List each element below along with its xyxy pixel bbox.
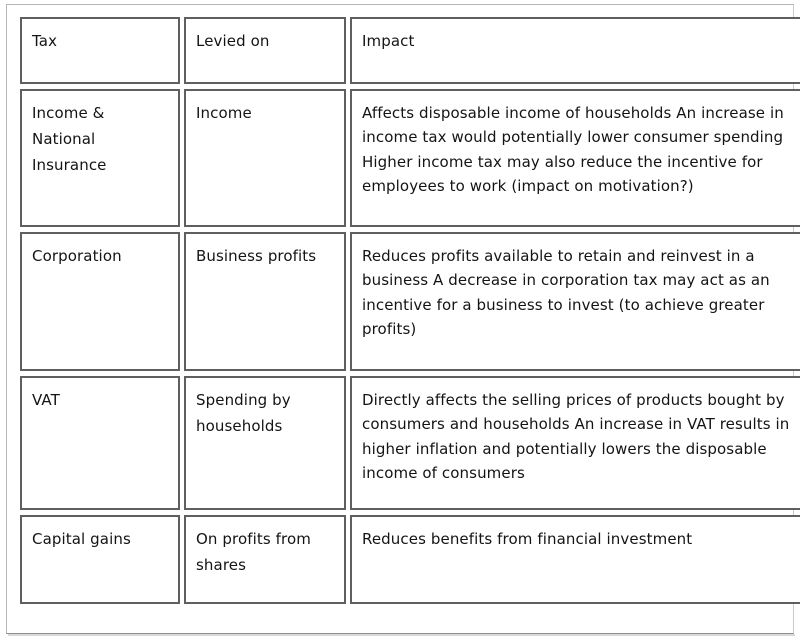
tax-name-text: Income & National Insurance bbox=[32, 104, 107, 174]
levied-on-text: Income bbox=[196, 104, 252, 122]
table-row bbox=[20, 515, 800, 604]
table-header-row bbox=[20, 17, 800, 84]
impact-text: Reduces profits available to retain and reinvest in a business A decrease in corporation tax may act as an incentive for a business to invest (to achieve greater profits) bbox=[362, 247, 770, 338]
cell-levied-on bbox=[184, 89, 346, 227]
column-header-impact bbox=[350, 17, 800, 84]
levied-on-text: On profits from shares bbox=[196, 530, 311, 574]
cell-levied-on bbox=[184, 376, 346, 510]
table-row bbox=[20, 376, 800, 510]
cell-tax-name bbox=[20, 232, 180, 371]
cell-levied-on bbox=[184, 232, 346, 371]
cell-tax-name bbox=[20, 89, 180, 227]
column-header-impact-label: Impact bbox=[362, 32, 415, 50]
cell-impact bbox=[350, 515, 800, 604]
cell-tax-name bbox=[20, 515, 180, 604]
table-outer-frame bbox=[6, 4, 794, 634]
tax-impact-table bbox=[16, 12, 800, 609]
tax-name-text: Corporation bbox=[32, 247, 122, 265]
cell-tax-name bbox=[20, 376, 180, 510]
cell-impact bbox=[350, 89, 800, 227]
impact-text: Directly affects the selling prices of products bought by consumers and households An increase in VAT results in higher inflation and potentially lowers the disposable income of consumers bbox=[362, 391, 790, 482]
column-header-levied-on bbox=[184, 17, 346, 84]
tax-name-text: Capital gains bbox=[32, 530, 131, 548]
tax-name-text: VAT bbox=[32, 391, 60, 409]
table-row bbox=[20, 89, 800, 227]
impact-text: Reduces benefits from financial investment bbox=[362, 530, 693, 548]
column-header-tax-label: Tax bbox=[32, 32, 58, 50]
table-row bbox=[20, 232, 800, 371]
impact-text: Affects disposable income of households An increase in income tax would potentially lower consumer spending Higher income tax may also reduce the incentive for employees to work (impact on motivation?) bbox=[362, 104, 784, 195]
cell-impact bbox=[350, 232, 800, 371]
column-header-tax bbox=[20, 17, 180, 84]
cell-levied-on bbox=[184, 515, 346, 604]
cell-impact bbox=[350, 376, 800, 510]
column-header-levied-on-label: Levied on bbox=[196, 32, 270, 50]
levied-on-text: Spending by households bbox=[196, 391, 291, 435]
levied-on-text: Business profits bbox=[196, 247, 317, 265]
